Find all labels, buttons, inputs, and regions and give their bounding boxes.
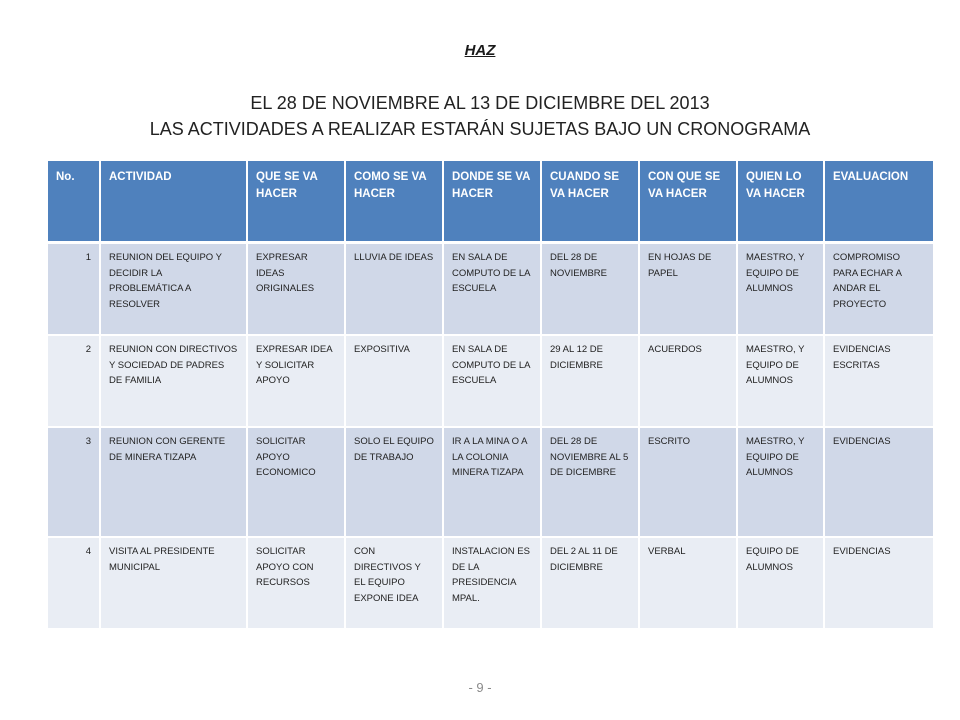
subtitle-dates: EL 28 DE NOVIEMBRE AL 13 DE DICIEMBRE DEL 2013: [250, 93, 710, 113]
cell-activity: REUNION CON DIRECTIVOS Y SOCIEDAD DE PADRES DE FAMILIA: [100, 335, 247, 427]
cell-when: 29 AL 12 DE DICIEMBRE: [541, 335, 639, 427]
subtitle-description: LAS ACTIVIDADES A REALIZAR ESTARÁN SUJETAS BAJO UN CRONOGRAMA: [149, 119, 811, 139]
table-row: [48, 537, 933, 629]
table-row: [48, 427, 933, 537]
header-when: CUANDO SE VA HACER: [541, 161, 639, 243]
activity-schedule-table: [48, 161, 933, 630]
header-how: COMO SE VA HACER: [345, 161, 443, 243]
cell-what: EXPRESAR IDEA Y SOLICITAR APOYO: [247, 335, 345, 427]
cell-when: DEL 28 DE NOVIEMBRE: [541, 243, 639, 336]
cell-number: 2: [48, 335, 100, 427]
document-title: HAZ: [464, 42, 496, 59]
cell-activity: VISITA AL PRESIDENTE MUNICIPAL: [100, 537, 247, 629]
cell-who: MAESTRO, Y EQUIPO DE ALUMNOS: [737, 243, 824, 336]
cell-who: EQUIPO DE ALUMNOS: [737, 537, 824, 629]
table-row: [48, 335, 933, 427]
cell-evaluation: COMPROMISO PARA ECHAR A ANDAR EL PROYECTO: [824, 243, 933, 336]
cell-number: 1: [48, 243, 100, 336]
cell-evaluation: EVIDENCIAS: [824, 427, 933, 537]
cell-how: EXPOSITIVA: [345, 335, 443, 427]
cell-where: EN SALA DE COMPUTO DE LA ESCUELA: [443, 243, 541, 336]
cell-with-what: ESCRITO: [639, 427, 737, 537]
header-with-what: CON QUE SE VA HACER: [639, 161, 737, 243]
cell-where: EN SALA DE COMPUTO DE LA ESCUELA: [443, 335, 541, 427]
cell-activity: REUNION CON GERENTE DE MINERA TIZAPA: [100, 427, 247, 537]
cell-activity: REUNION DEL EQUIPO Y DECIDIR LA PROBLEMÁTICA A RESOLVER: [100, 243, 247, 336]
header-where: DONDE SE VA HACER: [443, 161, 541, 243]
cell-evaluation: EVIDENCIAS: [824, 537, 933, 629]
header-who: QUIEN LO VA HACER: [737, 161, 824, 243]
cell-how: CON DIRECTIVOS Y EL EQUIPO EXPONE IDEA: [345, 537, 443, 629]
subtitle-block: [0, 90, 960, 142]
cell-number: 3: [48, 427, 100, 537]
table-row: [48, 243, 933, 336]
cell-how: LLUVIA DE IDEAS: [345, 243, 443, 336]
cell-what: EXPRESAR IDEAS ORIGINALES: [247, 243, 345, 336]
header-number: No.: [48, 161, 100, 243]
cell-what: SOLICITAR APOYO CON RECURSOS: [247, 537, 345, 629]
table-header-row: [48, 161, 933, 243]
cell-where: IR A LA MINA O A LA COLONIA MINERA TIZAPA: [443, 427, 541, 537]
cell-what: SOLICITAR APOYO ECONOMICO: [247, 427, 345, 537]
cell-when: DEL 28 DE NOVIEMBRE AL 5 DE DICEMBRE: [541, 427, 639, 537]
cell-evaluation: EVIDENCIAS ESCRITAS: [824, 335, 933, 427]
cell-who: MAESTRO, Y EQUIPO DE ALUMNOS: [737, 335, 824, 427]
header-what: QUE SE VA HACER: [247, 161, 345, 243]
cell-with-what: EN HOJAS DE PAPEL: [639, 243, 737, 336]
cell-number: 4: [48, 537, 100, 629]
page-heading: [0, 40, 960, 142]
cell-with-what: ACUERDOS: [639, 335, 737, 427]
cell-where: INSTALACION ES DE LA PRESIDENCIA MPAL.: [443, 537, 541, 629]
cell-when: DEL 2 AL 11 DE DICIEMBRE: [541, 537, 639, 629]
cell-how: SOLO EL EQUIPO DE TRABAJO: [345, 427, 443, 537]
cell-who: MAESTRO, Y EQUIPO DE ALUMNOS: [737, 427, 824, 537]
page-number: - 9 -: [468, 680, 492, 695]
cell-with-what: VERBAL: [639, 537, 737, 629]
header-evaluation: EVALUACION: [824, 161, 933, 243]
header-activity: ACTIVIDAD: [100, 161, 247, 243]
